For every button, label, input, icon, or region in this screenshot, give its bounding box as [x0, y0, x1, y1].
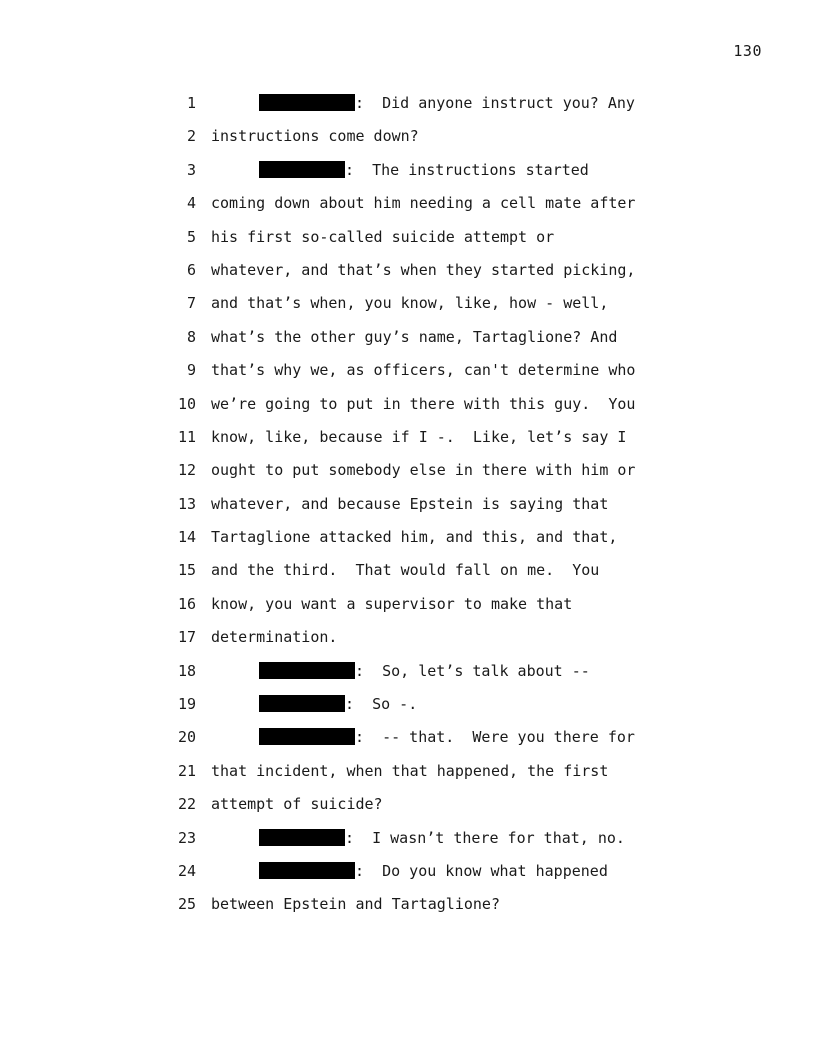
line-text: : Did anyone instruct you? Any — [355, 94, 635, 112]
line-text: and the third. That would fall on me. You — [211, 561, 600, 580]
line-number: 6 — [186, 260, 196, 279]
transcript-line — [0, 421, 816, 454]
line-number: 23 — [177, 828, 196, 847]
transcript-line — [0, 254, 816, 287]
transcript-line — [0, 221, 816, 254]
line-number: 10 — [177, 394, 196, 413]
line-text: we’re going to put in there with this guy. You — [211, 394, 636, 413]
line-text: : The instructions started — [345, 160, 589, 179]
line-number: 4 — [186, 194, 196, 213]
page-number: 130 — [733, 42, 762, 60]
line-number: 24 — [177, 861, 196, 880]
line-text: and that’s when, you know, like, how - well, — [211, 294, 609, 313]
line-number: 21 — [177, 761, 196, 780]
line-number: 16 — [177, 594, 196, 613]
transcript-line — [0, 120, 816, 153]
line-number: 18 — [177, 661, 196, 680]
line-number: 20 — [177, 728, 196, 747]
line-text: know, you want a supervisor to make that — [211, 594, 573, 613]
line-text: between Epstein and Tartaglione? — [211, 895, 500, 914]
line-number: 14 — [177, 528, 196, 547]
transcript-line — [0, 287, 816, 320]
line-number: 22 — [177, 795, 196, 814]
speaker-turn — [259, 688, 417, 721]
line-text: attempt of suicide? — [211, 795, 383, 814]
redacted-speaker-name — [259, 728, 355, 745]
transcript-line — [0, 621, 816, 654]
speaker-turn — [259, 154, 589, 187]
speaker-turn — [259, 721, 635, 754]
line-number: 13 — [177, 494, 196, 513]
speaker-turn — [259, 855, 608, 888]
line-number: 2 — [186, 127, 196, 146]
redacted-speaker-name — [259, 695, 345, 712]
transcript-line — [0, 888, 816, 921]
line-number: 15 — [177, 561, 196, 580]
line-text: what’s the other guy’s name, Tartaglione? And — [211, 327, 618, 346]
redacted-speaker-name — [259, 829, 345, 846]
line-text: ought to put somebody else in there with him or — [211, 461, 636, 480]
line-text: : Do you know what happened — [355, 861, 608, 880]
transcript-line — [0, 521, 816, 554]
transcript-body — [0, 87, 816, 922]
line-text: that incident, when that happened, the first — [211, 761, 609, 780]
speaker-turn — [259, 822, 625, 855]
transcript-line — [0, 721, 816, 754]
line-number: 8 — [186, 327, 196, 346]
line-text: whatever, and that’s when they started picking, — [211, 260, 636, 279]
line-text: : -- that. Were you there for — [355, 728, 635, 747]
line-number: 5 — [186, 227, 196, 246]
redacted-speaker-name — [259, 662, 355, 679]
line-text: instructions come down? — [211, 127, 419, 146]
transcript-line — [0, 154, 816, 187]
line-text: determination. — [211, 628, 338, 647]
line-text: whatever, and because Epstein is saying that — [211, 494, 609, 513]
transcript-line — [0, 855, 816, 888]
line-text: Tartaglione attacked him, and this, and that, — [211, 528, 618, 547]
line-text: that’s why we, as officers, can't determine who — [211, 361, 636, 380]
redacted-speaker-name — [259, 161, 345, 178]
transcript-line — [0, 87, 816, 120]
line-number: 12 — [177, 461, 196, 480]
line-number: 3 — [186, 160, 196, 179]
speaker-turn — [259, 87, 635, 120]
line-number: 1 — [186, 94, 196, 112]
line-number: 7 — [186, 294, 196, 313]
line-number: 17 — [177, 628, 196, 647]
transcript-line — [0, 588, 816, 621]
line-number: 11 — [177, 427, 196, 446]
line-number: 25 — [177, 895, 196, 914]
line-number: 9 — [186, 361, 196, 380]
line-text: his first so-called suicide attempt or — [211, 227, 555, 246]
transcript-line — [0, 655, 816, 688]
transcript-line — [0, 755, 816, 788]
transcript-line — [0, 688, 816, 721]
line-number: 19 — [177, 695, 196, 714]
redacted-speaker-name — [259, 862, 355, 879]
speaker-turn — [259, 655, 590, 688]
transcript-line — [0, 388, 816, 421]
line-text: : So, let’s talk about -- — [355, 661, 590, 680]
line-text: : I wasn’t there for that, no. — [345, 828, 625, 847]
line-text: : So -. — [345, 695, 418, 714]
transcript-line — [0, 187, 816, 220]
transcript-line — [0, 554, 816, 587]
transcript-line — [0, 321, 816, 354]
transcript-line — [0, 488, 816, 521]
redacted-speaker-name — [259, 94, 355, 111]
transcript-line — [0, 788, 816, 821]
transcript-line — [0, 822, 816, 855]
line-text: coming down about him needing a cell mate after — [211, 194, 636, 213]
transcript-line — [0, 354, 816, 387]
line-text: know, like, because if I -. Like, let’s say I — [211, 427, 627, 446]
transcript-line — [0, 454, 816, 487]
